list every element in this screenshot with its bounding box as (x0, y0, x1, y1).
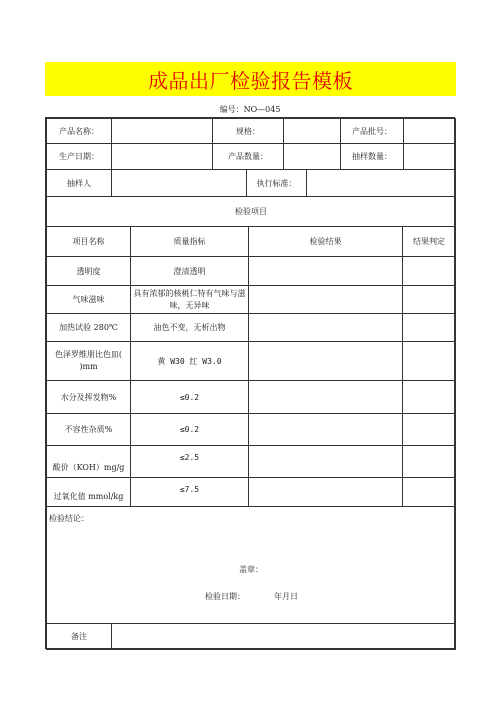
batch-no-label: 产品批号： (340, 118, 404, 144)
document-title: 成品出厂检验报告模板 (148, 68, 353, 93)
judge-field[interactable] (402, 313, 456, 342)
seal-label: 盖章： (239, 565, 263, 574)
inspection-date-value: 年月日 (274, 592, 298, 601)
col-header-judge: 结果判定 (402, 226, 456, 257)
quality-index: 黄 W30 红 W3.0 (130, 341, 249, 381)
result-field[interactable] (248, 313, 403, 342)
col-header-quality: 质量指标 (130, 226, 249, 257)
result-field[interactable] (248, 341, 403, 381)
spec-label: 规格： (212, 118, 284, 144)
quality-index: ≤7.5 (130, 477, 249, 507)
quality-index: ≤0.2 (130, 413, 249, 446)
judge-field[interactable] (402, 445, 456, 478)
item-name: 色泽罗维朋比色皿( )mm (46, 341, 131, 381)
section-title: 检验项目 (46, 196, 456, 227)
production-date-label: 生产日期： (46, 143, 112, 170)
result-field[interactable] (248, 256, 403, 286)
quality-index: ≤0.2 (130, 380, 249, 414)
spec-field[interactable] (283, 118, 341, 144)
quantity-field[interactable] (283, 143, 341, 170)
item-name: 过氧化值 mmol/kg (46, 477, 131, 507)
sample-qty-label: 抽样数量： (340, 143, 404, 170)
production-date-field[interactable] (111, 143, 213, 170)
item-name: 酸价（KOH）mg/g (46, 445, 131, 478)
report-table (45, 117, 455, 649)
conclusion-section (46, 506, 456, 624)
title-banner (45, 62, 456, 96)
quality-index: 澄清透明 (130, 256, 249, 286)
result-field[interactable] (248, 477, 403, 507)
item-name: 水分及挥发物% (46, 380, 131, 414)
quantity-label: 产品数量： (212, 143, 284, 170)
judge-field[interactable] (402, 256, 456, 286)
product-name-field[interactable] (111, 118, 213, 144)
result-field[interactable] (248, 445, 403, 478)
document-number: 编号：NO—045 (219, 105, 281, 114)
item-name: 不容性杂质% (46, 413, 131, 446)
item-name: 气味滋味 (46, 285, 131, 314)
sampler-label: 抽样人 (46, 169, 112, 197)
item-name: 透明度 (46, 256, 131, 286)
conclusion-label: 检验结论： (49, 514, 89, 523)
item-name: 加热试验 280℃ (46, 313, 131, 342)
result-field[interactable] (248, 380, 403, 414)
quality-index: 油色不变，无析出物 (130, 313, 249, 342)
sampler-field[interactable] (111, 169, 247, 197)
judge-field[interactable] (402, 413, 456, 446)
judge-field[interactable] (402, 380, 456, 414)
quality-index: 具有浓郁的核桃仁特有气味与滋味，无异味 (130, 285, 249, 314)
judge-field[interactable] (402, 285, 456, 314)
inspection-date-label: 检验日期： (205, 592, 245, 601)
remarks-field[interactable] (111, 623, 456, 650)
standard-field[interactable] (306, 169, 456, 197)
judge-field[interactable] (402, 477, 456, 507)
product-name-label: 产品名称： (46, 118, 112, 144)
quality-index: ≤2.5 (130, 445, 249, 478)
judge-field[interactable] (402, 341, 456, 381)
standard-label: 执行标准： (246, 169, 307, 197)
col-header-item: 项目名称 (46, 226, 131, 257)
result-field[interactable] (248, 285, 403, 314)
batch-no-field[interactable] (403, 118, 456, 144)
remarks-label: 备注 (46, 623, 112, 650)
sample-qty-field[interactable] (403, 143, 456, 170)
col-header-result: 检验结果 (248, 226, 403, 257)
result-field[interactable] (248, 413, 403, 446)
